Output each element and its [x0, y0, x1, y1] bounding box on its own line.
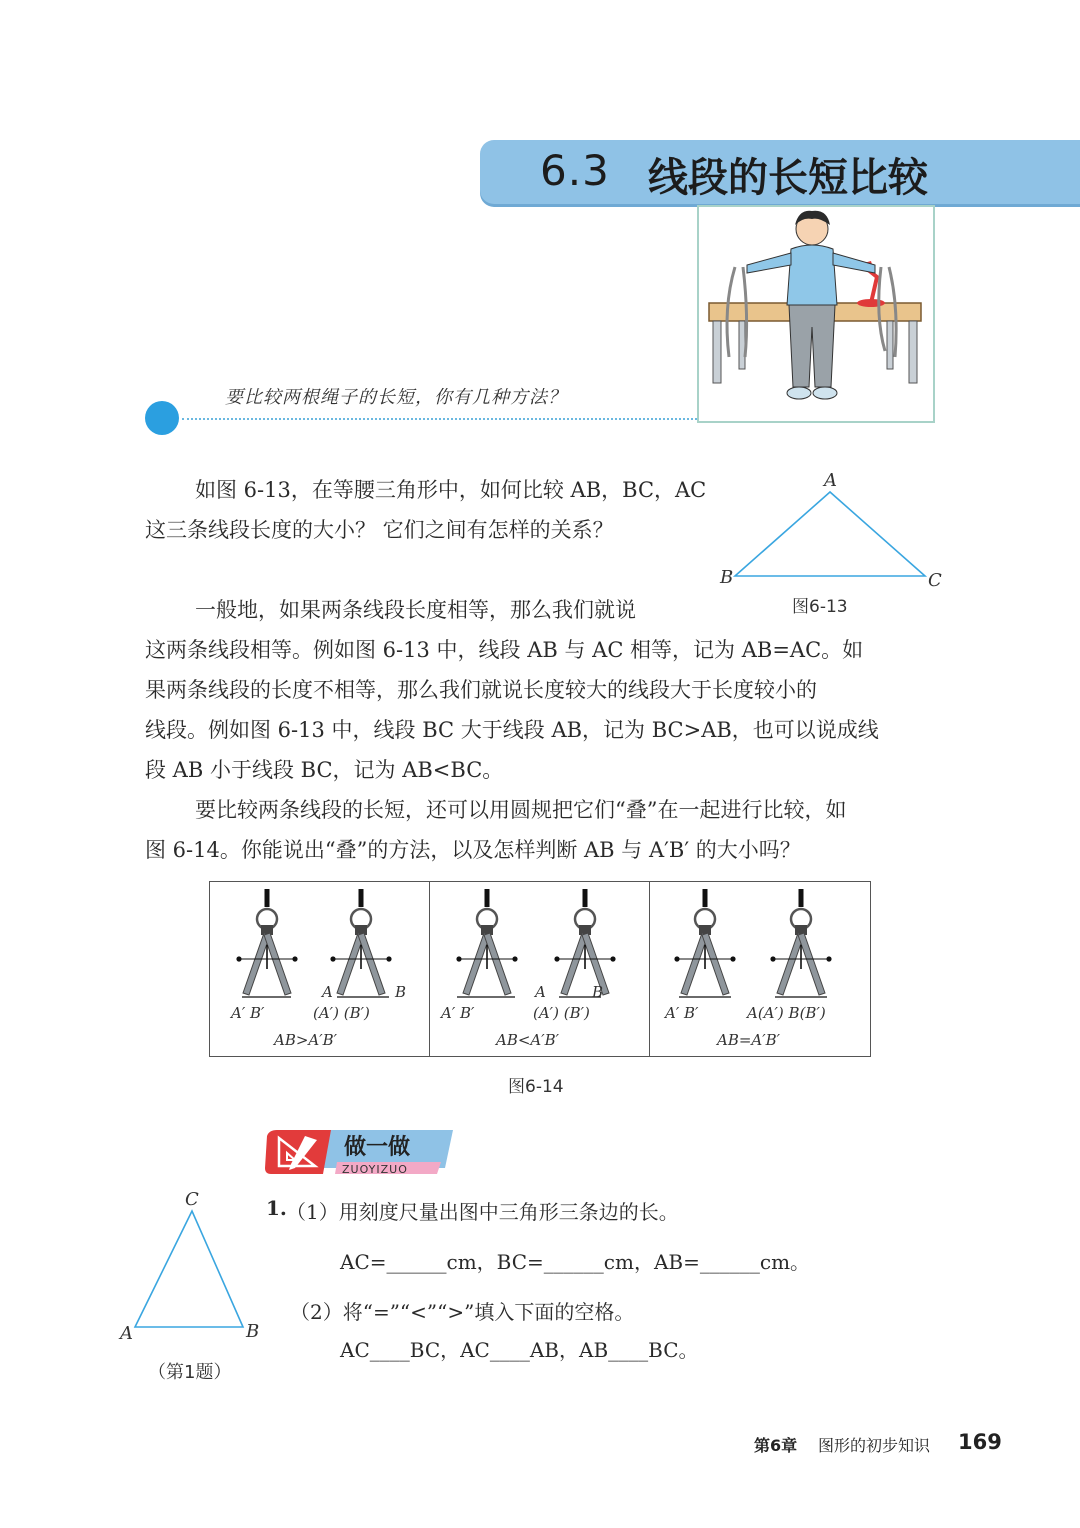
- fig14-p2-left-labels: A′ B′: [441, 1004, 475, 1022]
- question-1-part-2: （2）将“=”“<”“>”填入下面的空格。: [290, 1300, 635, 1324]
- paragraph-1-line-2: 这三条线段长度的大小？ 它们之间有怎样的关系？: [145, 518, 614, 542]
- fig14-p2-right-a: A: [535, 983, 546, 1001]
- dotted-divider: [182, 418, 697, 420]
- fig13-label-c: C: [928, 570, 942, 588]
- fig13-label-b: B: [720, 567, 734, 588]
- fig14-p1-right-a: A: [322, 983, 333, 1001]
- fig13-label-a: A: [824, 470, 837, 491]
- question-1-part-2-blanks: AC____BC，AC____AB，AB____BC。: [340, 1338, 699, 1362]
- fig14-p2-right-b: B: [592, 983, 604, 1001]
- zuoyizuo-subtitle: ZUOYIZUO: [342, 1163, 408, 1176]
- question-1-part-1: （1）用刻度尺量出图中三角形三条边的长。: [286, 1200, 679, 1224]
- exercise-label-b: B: [246, 1321, 260, 1342]
- bullet-circle: [145, 401, 179, 435]
- exercise-label-a: A: [120, 1323, 133, 1344]
- figure-6-14-caption: 图6-14: [508, 1077, 564, 1097]
- fig14-p3-right-bottom: A(A′) B(B′): [747, 1004, 826, 1022]
- figure-6-14-compasses: [209, 881, 869, 1055]
- fig14-p3-left-labels: A′ B′: [665, 1004, 699, 1022]
- fig14-p2-relation: AB<A′B′: [496, 1031, 560, 1049]
- exercise-figure-caption: （第1题）: [148, 1362, 232, 1383]
- fig14-p3-relation: AB=A′B′: [717, 1031, 781, 1049]
- section-number: 6.3: [540, 146, 610, 195]
- exercise-label-c: C: [185, 1189, 199, 1210]
- paragraph-2-line-2: 这两条线段相等。例如图 6-13 中，线段 AB 与 AC 相等，记为 AB=AC。如: [145, 638, 864, 662]
- zuoyizuo-title: 做一做: [344, 1135, 411, 1160]
- fig14-p1-left-labels: A′ B′: [231, 1004, 265, 1022]
- exercise-triangle-figure: [115, 1185, 265, 1345]
- page-number: 169: [958, 1430, 1002, 1454]
- intro-question: 要比较两根绳子的长短，你有几种方法？: [225, 387, 567, 408]
- paragraph-3-line-2: 图 6-14。你能说出“叠”的方法，以及怎样判断 AB 与 A′B′ 的大小吗？: [145, 838, 801, 862]
- fig14-p1-right-bottom: (A′) (B′): [313, 1004, 370, 1022]
- figure-6-13-caption: 图6-13: [792, 597, 848, 617]
- paragraph-3-line-1: 要比较两条线段的长短，还可以用圆规把它们“叠”在一起进行比较，如: [195, 798, 847, 822]
- paragraph-1-line-1: 如图 6-13，在等腰三角形中，如何比较 AB，BC，AC: [195, 478, 707, 502]
- paragraph-2-line-4: 线段。例如图 6-13 中，线段 BC 大于线段 AB，记为 BC>AB，也可以说成线: [145, 718, 879, 742]
- fig14-p2-right-bottom: (A′) (B′): [533, 1004, 590, 1022]
- question-1-number: 1.: [266, 1196, 287, 1220]
- paragraph-2-line-3: 果两条线段的长度不相等，那么我们就说长度较大的线段大于长度较小的: [145, 678, 817, 702]
- question-1-part-1-blanks: AC=______cm，BC=______cm，AB=______cm。: [340, 1250, 811, 1274]
- section-title: 线段的长短比较: [648, 155, 928, 201]
- figure-6-13-triangle: [715, 468, 945, 588]
- paragraph-2-line-5: 段 AB 小于线段 BC，记为 AB<BC。: [145, 758, 504, 782]
- paragraph-2-line-1: 一般地，如果两条线段长度相等，那么我们就说: [195, 598, 636, 622]
- footer-chapter: 第6章: [754, 1436, 798, 1455]
- fig14-p1-right-b: B: [395, 983, 407, 1001]
- footer-chapter-title: 图形的初步知识: [818, 1436, 931, 1455]
- illustration-boy-with-ropes: [697, 205, 935, 423]
- fig14-p1-relation: AB>A′B′: [274, 1031, 338, 1049]
